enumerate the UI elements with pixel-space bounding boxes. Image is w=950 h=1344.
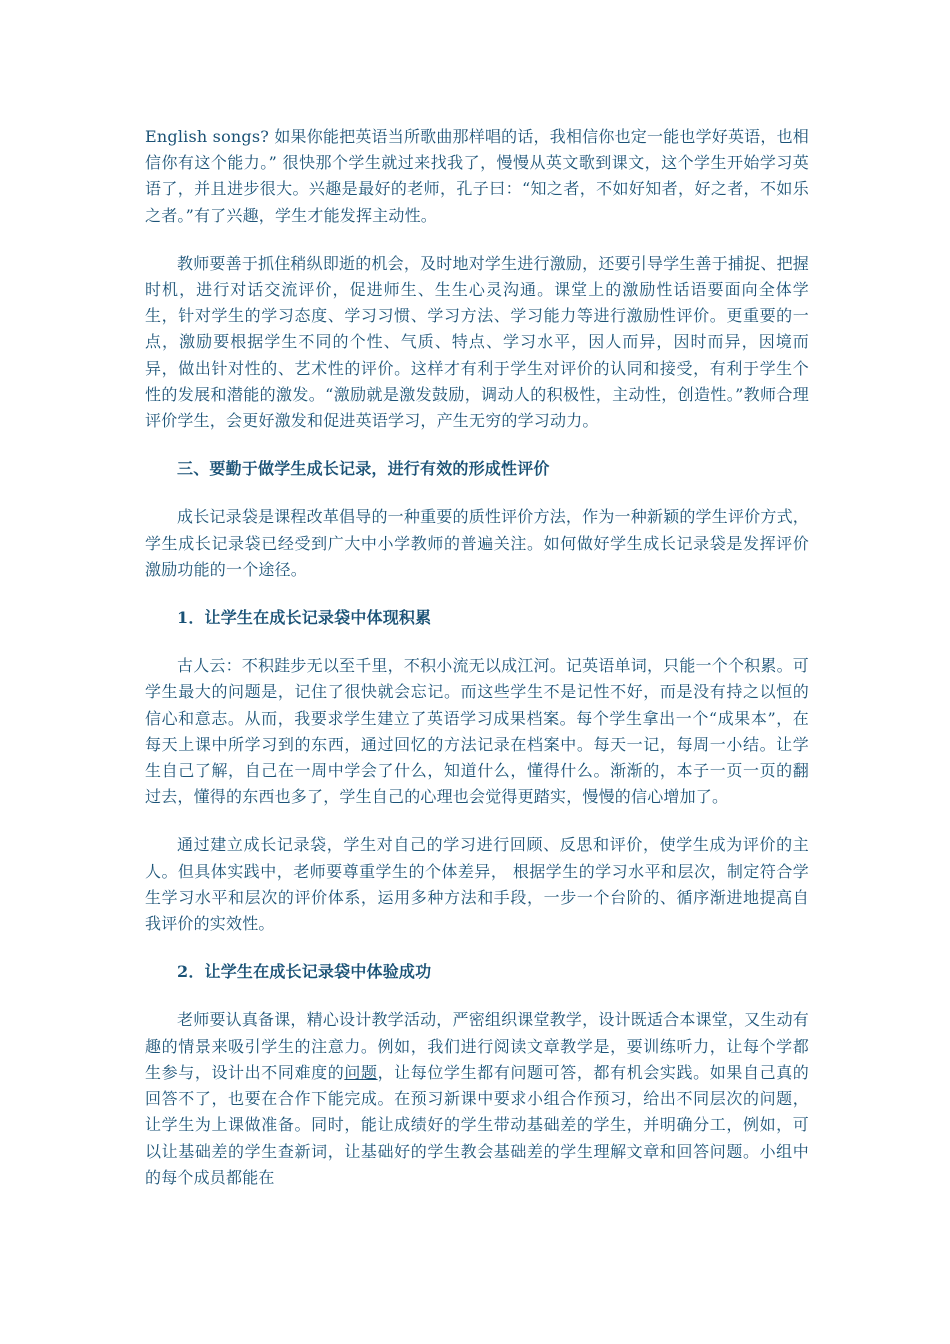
paragraph-english-songs: English songs? 如果你能把英语当所歌曲那样唱的话，我相信你也定一能也学好英语，也相信你有这个能力。” 很快那个学生就过来找我了，慢慢从英文歌到课文，这个学生开始学习英语了，并且进步很大。兴趣是最好的老师，孔子曰：“知之者，不如好知者，好之者，不如乐之者。”有了兴趣，学生才能发挥主动性。 bbox=[145, 127, 809, 225]
paragraph-gap bbox=[145, 810, 809, 832]
paragraph-gap bbox=[145, 482, 809, 504]
paragraph-gap bbox=[145, 985, 809, 1007]
paragraph-lesson-design-part-1: 老师要认真备课，精心设计教学活动，严密组织课堂教学，设计既适合本课堂，又生动有趣的情景来吸引学生的注意力。例如，我们进行阅读文章教学是，要训练听力，让每个学都生参与，设计出不同难度的 bbox=[145, 1010, 809, 1082]
paragraph-lesson-design-part-2: ，让每位学生都有问题可答，都有机会实践。如果自己真的回答不了，也要在合作下能完成。在预习新课中要求小组合作预习，给出不同层次的问题，让学生为上课做准备。同时，能让成绩好的学生带动基础差的学生，并明确分工，例如，可以让基础差的学生查新词，让基础好的学生教会基础差的学生理解文章和回答问题。小组中的每个成员都能在 bbox=[145, 1062, 810, 1187]
paragraph-growth-portfolio: 成长记录袋是课程改革倡导的一种重要的质性评价方法，作为一种新颖的学生评价方式，学生成长记录袋已经受到广大中小学教师的普遍关注。如何做好学生成长记录袋是发挥评价激励功能的一个途径。 bbox=[145, 507, 809, 579]
paragraph-self-evaluation: 通过建立成长记录袋，学生对自己的学习进行回顾、反思和评价，使学生成为评价的主人。但具体实践中，老师要尊重学生的个体差异， 根据学生的学习水平和层次，制定符合学生学习水平和层次的评价体系，运用多种方法和手段，一步一个台阶的、循序渐进地提高自我评价的实效性。 bbox=[145, 835, 809, 934]
section-heading-three: 三、要勤于做学生成长记录，进行有效的形成性评价 bbox=[177, 459, 550, 479]
paragraph-lesson-design bbox=[145, 1007, 809, 1190]
paragraph-gap bbox=[145, 937, 809, 959]
paragraph-teacher-encouragement: 教师要善于抓住稍纵即逝的机会，及时地对学生进行激励，还要引导学生善于捕捉、把握时机，进行对话交流评价，促进师生、生生心灵沟通。课堂上的激励性话语要面向全体学生，针对学生的学习态度、学习习惯、学习方法、学习能力等进行激励性评价。更重要的一点，激励要根据学生不同的个性、气质、特点、学习水平，因人而异，因时而异，因境而异，做出针对性的、艺术性的评价。这样才有利于学生对评价的认同和接受，有利于学生个性的发展和潜能的激发。“激励就是激发鼓励，调动人的积极性，主动性，创造性。”教师合理评价学生，会更好激发和促进英语学习，产生无穷的学习动力。 bbox=[145, 253, 809, 431]
underlined-word-question: 问题 bbox=[344, 1062, 378, 1082]
subheading-success: 2．让学生在成长记录袋中体验成功 bbox=[177, 962, 432, 982]
subheading-accumulation: 1．让学生在成长记录袋中体现积累 bbox=[177, 608, 432, 628]
paragraph-gap bbox=[145, 434, 809, 456]
paragraph-gap bbox=[145, 583, 809, 605]
paragraph-accumulation: 古人云：不积跬步无以至千里，不积小流无以成江河。记英语单词，只能一个个积累。可学生最大的问题是，记住了很快就会忘记。而这些学生不是记性不好，而是没有持之以恒的信心和意志。从而，我要求学生建立了英语学习成果档案。每个学生拿出一个“成果本”，在每天上课中所学习到的东西，通过回忆的方法记录在档案中。每天一记，每周一小结。让学生自己了解，自己在一周中学会了什么，知道什么，懂得什么。渐渐的，本子一页一页的翻过去，懂得的东西也多了，学生自己的心理也会觉得更踏实，慢慢的信心增加了。 bbox=[145, 656, 809, 807]
paragraph-gap bbox=[145, 229, 809, 251]
document-body bbox=[145, 124, 809, 1191]
paragraph-gap bbox=[145, 631, 809, 653]
